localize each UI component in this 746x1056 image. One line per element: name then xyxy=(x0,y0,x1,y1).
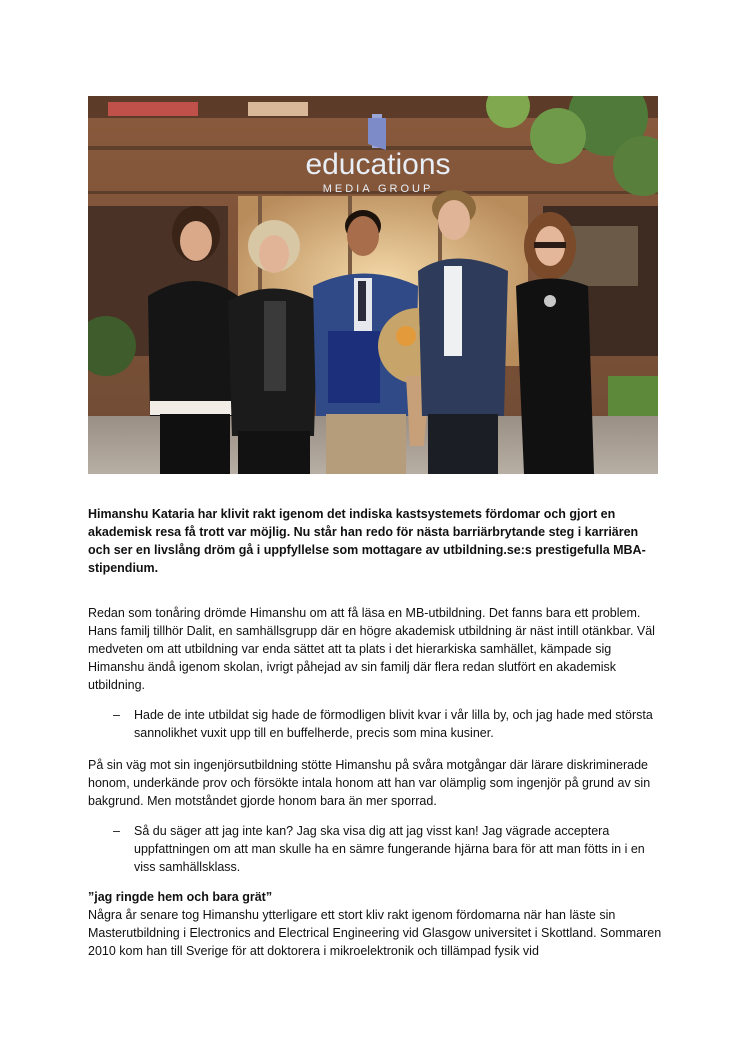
quote-1 xyxy=(113,706,661,742)
quote-2 xyxy=(113,822,661,876)
quote-text: Hade de inte utbildat sig hade de förmodligen blivit kvar i vår lilla by, och jag hade med största sannolikhet vuxit upp till en buffelherde, precis som mina kusiner. xyxy=(134,708,653,740)
sign-sub-text: MEDIA GROUP xyxy=(322,183,434,195)
quote-text: Så du säger att jag inte kan? Jag ska visa dig att jag visst kan! Jag vägrade acceptera uppfattningen om att man skulle ha en sämre fungerande hjärna bara för att man fötts in i en viss samhällsklass. xyxy=(134,824,645,874)
body-paragraph-3: Några år senare tog Himanshu ytterligare ett stort kliv rakt igenom fördomarna när han läste sin Masterutbildning i Electronics and Electrical Engineering vid Glasgow universitet i Skottland. Sommaren 2010 kom han till Sverige för att doktorera i mikroelektronik och tillämpad fysik vid xyxy=(88,908,662,958)
quote-dash: – xyxy=(113,824,120,838)
sign-main-text: educations xyxy=(305,148,451,181)
group-photo xyxy=(88,96,658,474)
section-subheading: ”jag ringde hem och bara grät” xyxy=(88,890,273,904)
body-paragraph-1: Redan som tonåring drömde Himanshu om att få läsa en MB-utbildning. Det fanns bara ett problem. Hans familj tillhör Dalit, en samhällsgrupp där en högre akademisk utbildning är näst intill otänkbar. Väl medveten om att utbildning var enda sättet att ta plats i det hierarkiska samhället, kämpade sig Himanshu ändå igenom skolan, ivrigt påhejad av sin familj där flera redan slutfört en akademisk utbildning. xyxy=(88,606,655,692)
body-paragraph-2: På sin väg mot sin ingenjörsutbildning stötte Himanshu på svåra motgångar där lärare diskriminerade honom, underkände prov och försökte intala honom att han var olämplig som ingenjör på grund av sin bakgrund. Men motståndet gjorde honom bara än mer sporrad. xyxy=(88,758,651,808)
quote-dash: – xyxy=(113,708,120,722)
lead-paragraph: Himanshu Kataria har klivit rakt igenom det indiska kastsystemets fördomar och gjort en akademisk resa få trott var möjlig. Nu står han redo för nästa barriärbrytande steg i karriären och ser en livslång dröm gå i uppfyllelse som mottagare av utbildning.se:s prestigefulla MBA-stipendium. xyxy=(88,507,646,575)
group-photo-illustration xyxy=(88,96,658,474)
